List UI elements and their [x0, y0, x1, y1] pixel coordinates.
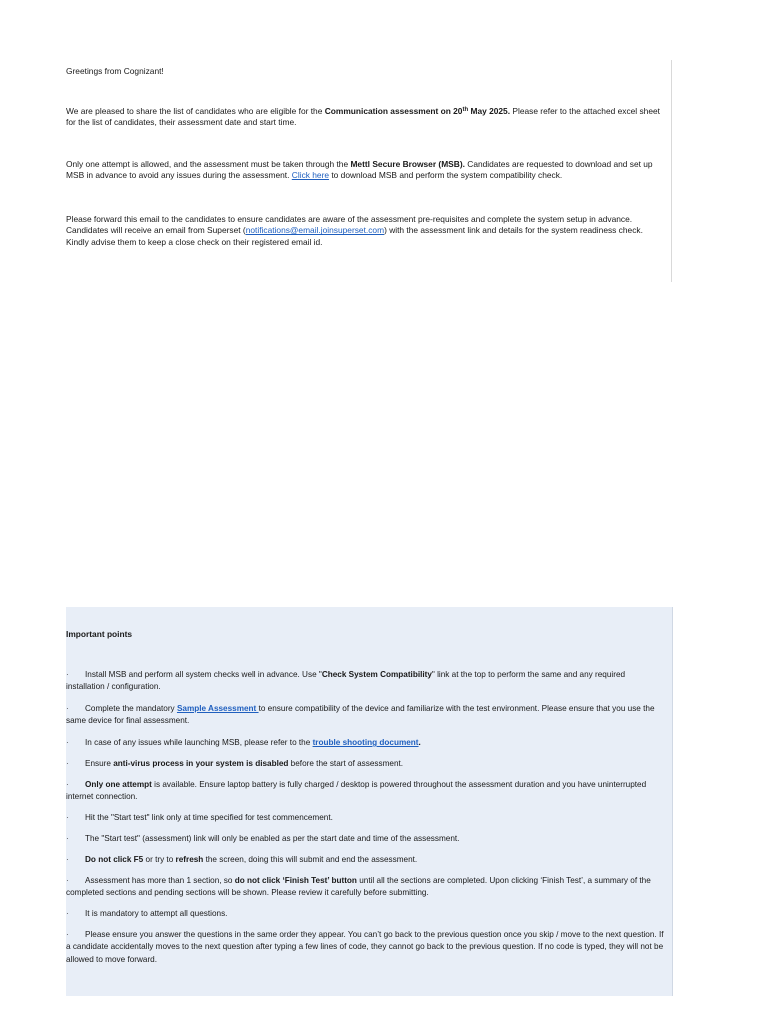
date-suffix: th — [462, 107, 469, 113]
point-text: Hit the "Start test" link only at time specified for test commencement. — [85, 813, 333, 822]
point-antivirus — [66, 758, 666, 770]
bullet-icon: · — [66, 813, 69, 822]
point-bold: anti-virus process in your system is disabled — [113, 759, 289, 768]
point-text: Please ensure you answer the questions in the same order they appear. You can’t go back to the previous question once you skip / move to the next question. If a candidate accidentally moves to the next question after typing a few lines of code, they cannot go back to the previous question. If no code is typed, they will not be allowed to move forward. — [66, 930, 664, 964]
important-points-heading: Important points — [66, 629, 133, 639]
assessment-name-text: Communication assessment on 20 — [324, 106, 463, 116]
point-text: is available. Ensure laptop battery is fully charged / desktop is powered throughout the assessment duration and you have uninterrupted internet connection. — [66, 780, 647, 802]
point-start-test-time — [66, 812, 666, 824]
bullet-icon: · — [66, 876, 69, 885]
email-body — [66, 60, 672, 282]
point-no-refresh — [66, 854, 666, 866]
point-text: " link at the top to perform the same and any required installation / configuration. — [66, 670, 626, 692]
bullet-icon: · — [66, 930, 69, 939]
para2-text-1: Only one attempt is allowed, and the assessment must be taken through the — [66, 159, 351, 169]
point-text: before the start of assessment. — [288, 759, 404, 768]
point-bold: Do not click F5 — [85, 855, 144, 864]
point-text: Ensure — [85, 759, 114, 768]
point-text: The "Start test" (assessment) link will only be enabled as per the start date and time of the assessment. — [85, 834, 460, 843]
click-here-link[interactable]: Click here — [291, 170, 330, 181]
point-text: In case of any issues while launching MSB, please refer to the — [85, 738, 313, 747]
assessment-date-end: May 2025. — [468, 106, 511, 116]
point-troubleshooting — [66, 737, 666, 749]
important-points-panel — [66, 607, 673, 996]
para1-text-1: We are pleased to share the list of candidates who are eligible for the — [66, 106, 325, 116]
point-text: until all the sections are completed. Upon clicking ‘Finish Test’, a summary of the completed sections and pending sections will be shown. Please review it carefully before submitting. — [66, 876, 651, 898]
greeting-line: Greetings from Cognizant! — [66, 66, 164, 76]
bullet-icon: · — [66, 704, 69, 713]
bullet-icon: · — [66, 834, 69, 843]
sample-assessment-link[interactable]: Sample Assessment — [176, 704, 259, 713]
point-text: Install MSB and perform all system checks well in advance. Use " — [85, 670, 322, 679]
point-start-test-link — [66, 833, 666, 845]
point-text: Assessment has more than 1 section, so — [85, 876, 235, 885]
bullet-icon: · — [66, 738, 69, 747]
forward-paragraph — [66, 214, 667, 248]
point-sample-assessment — [66, 703, 666, 728]
para2-text-2: Candidates are requested to download and set up MSB in advance to avoid any issues during the assessment. — [66, 159, 653, 181]
point-text: Complete the mandatory — [85, 704, 177, 713]
point-text: the screen, doing this will submit and end the assessment. — [203, 855, 418, 864]
bullet-icon: · — [66, 855, 69, 864]
para3-text-2: ) with the assessment link and details for the system readiness check. Kindly advise them to keep a close check on their registered email id. — [66, 225, 643, 247]
point-install-msb — [66, 669, 666, 694]
bullet-icon: · — [66, 670, 69, 679]
point-bold: Check System Compatibility — [321, 670, 432, 679]
point-text: It is mandatory to attempt all questions. — [85, 909, 228, 918]
point-attempt-all — [66, 908, 666, 920]
msb-name: Mettl Secure Browser (MSB). — [350, 159, 465, 169]
para2-text-3: to download MSB and perform the system compatibility check. — [329, 170, 563, 181]
eligibility-paragraph — [66, 106, 667, 129]
point-text: . — [418, 738, 421, 747]
bullet-icon: · — [66, 759, 69, 768]
point-text: to ensure compatibility of the device and familiarize with the test environment. Please ensure that you use the same device for final assessment. — [66, 704, 655, 726]
point-bold: Only one attempt — [85, 780, 152, 789]
bullet-icon: · — [66, 909, 69, 918]
point-bold: do not click ‘Finish Test’ button — [234, 876, 357, 885]
point-finish-test — [66, 875, 666, 900]
point-text: or try to — [143, 855, 176, 864]
msb-paragraph — [66, 159, 667, 182]
point-one-attempt — [66, 779, 666, 804]
para1-text-2: Please refer to the attached excel sheet for the list of candidates, their assessment date and start time. — [66, 106, 660, 128]
superset-email-link[interactable]: notifications@email.joinsuperset.com — [245, 225, 385, 236]
bullet-icon: · — [66, 780, 69, 789]
point-question-order — [66, 929, 666, 966]
troubleshooting-document-link[interactable]: trouble shooting document — [312, 738, 419, 747]
para3-text-1: Please forward this email to the candidates to ensure candidates are aware of the assessment pre-requisites and complete the system setup in advance. Candidates will receive an email from Superset ( — [66, 214, 633, 236]
point-bold: refresh — [175, 855, 204, 864]
assessment-name — [325, 106, 510, 116]
